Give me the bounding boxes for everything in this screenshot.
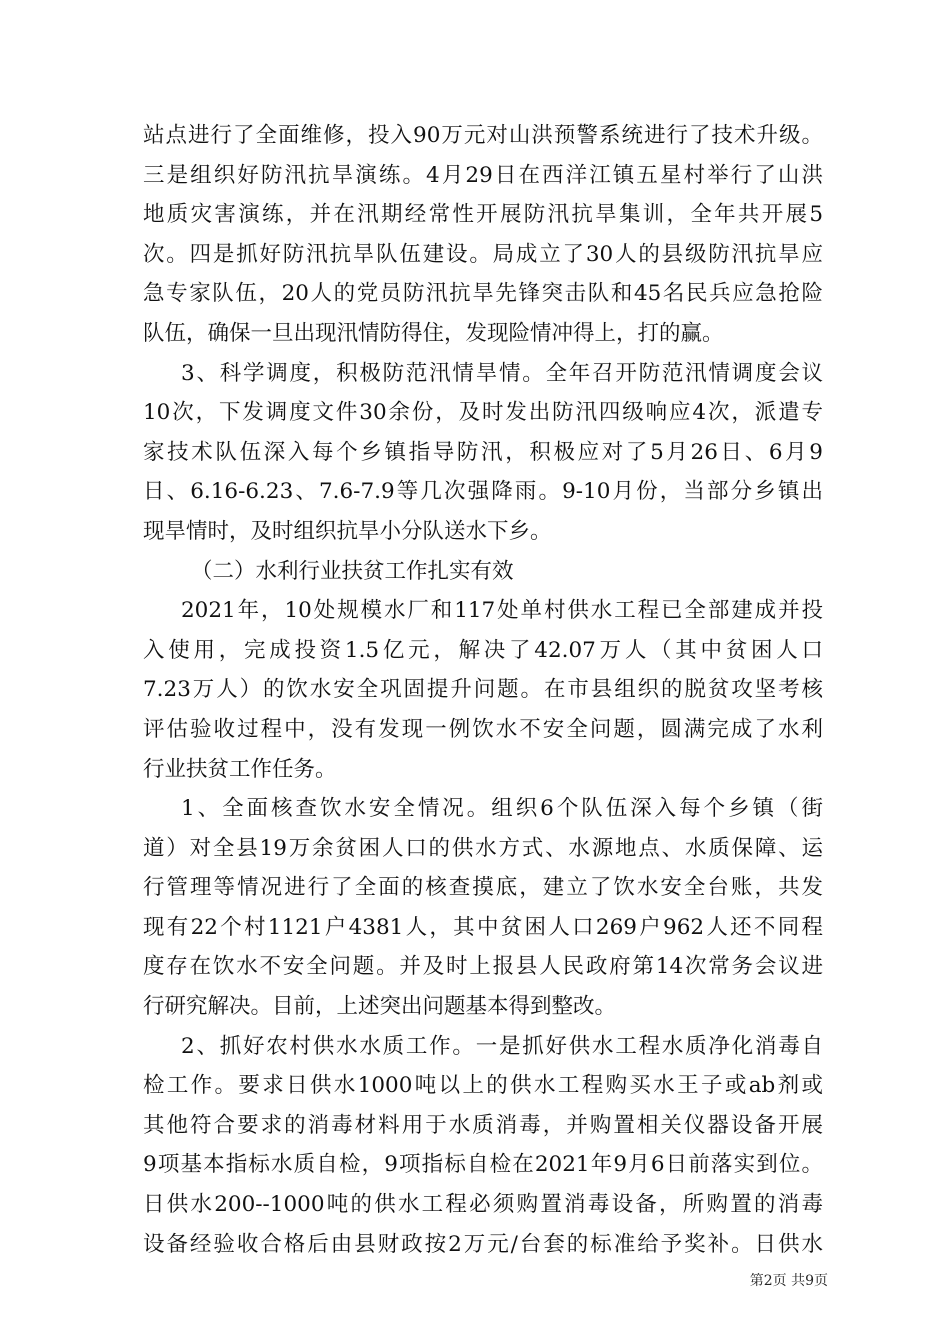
text-line: 度存在饮水不安全问题。并及时上报县人民政府第14次常务会议进 <box>143 954 823 980</box>
text-line: 地质灾害演练，并在汛期经常性开展防汛抗旱集训，全年共开展5 <box>143 202 823 228</box>
text-line: 站点进行了全面维修，投入90万元对山洪预警系统进行了技术升级。 <box>143 123 823 148</box>
text-line: 2、抓好农村供水水质工作。一是抓好供水工程水质净化消毒自 <box>181 1033 823 1059</box>
text-line: 三是组织好防汛抗旱演练。4月29日在西洋江镇五星村举行了山洪 <box>143 162 823 188</box>
text-line: 队伍，确保一旦出现汛情防得住，发现险情冲得上，打的赢。 <box>143 320 724 346</box>
text-line: 入使用，完成投资1.5亿元，解决了42.07万人（其中贫困人口 <box>143 637 823 663</box>
text-line: 行业扶贫工作任务。 <box>143 756 337 782</box>
text-line: 9项基本指标水质自检，9项指标自检在2021年9月6日前落实到位。 <box>143 1152 823 1178</box>
text-line: 现旱情时，及时组织抗旱小分队送水下乡。 <box>143 518 552 544</box>
text-line: 10次，下发调度文件30余份，及时发出防汛四级响应4次，派遣专 <box>143 400 823 426</box>
text-line: 急专家队伍，20人的党员防汛抗旱先锋突击队和45名民兵应急抢险 <box>143 281 823 307</box>
document-body <box>143 116 823 1264</box>
section-heading: （二）水利行业扶贫工作扎实有效 <box>191 558 514 584</box>
text-line: 7.23万人）的饮水安全巩固提升问题。在市县组织的脱贫攻坚考核 <box>143 677 823 703</box>
text-line: 检工作。要求日供水1000吨以上的供水工程购买水王子或ab剂或 <box>143 1073 823 1099</box>
text-line: 日供水200--1000吨的供水工程必须购置消毒设备，所购置的消毒 <box>143 1192 823 1218</box>
text-line: 其他符合要求的消毒材料用于水质消毒，并购置相关仪器设备开展 <box>143 1112 823 1138</box>
text-line: 行管理等情况进行了全面的核查摸底，建立了饮水安全台账，共发 <box>143 875 823 901</box>
text-line: 行研究解决。目前，上述突出问题基本得到整改。 <box>143 994 617 1020</box>
text-line: 2021年，10处规模水厂和117处单村供水工程已全部建成并投 <box>181 598 823 624</box>
text-line: 现有22个村1121户4381人，其中贫困人口269户962人还不同程 <box>143 914 823 940</box>
page-number-footer: 第2页 共9页 <box>749 1273 828 1289</box>
text-line: 道）对全县19万余贫困人口的供水方式、水源地点、水质保障、运 <box>143 835 823 861</box>
text-line: 1、全面核查饮水安全情况。组织6个队伍深入每个乡镇（街 <box>181 796 823 822</box>
text-line: 评估验收过程中，没有发现一例饮水不安全问题，圆满完成了水利 <box>143 716 823 742</box>
text-line: 设备经验收合格后由县财政按2万元/台套的标准给予奖补。日供水 <box>143 1231 823 1257</box>
text-line: 3、科学调度，积极防范汛情旱情。全年召开防范汛情调度会议 <box>181 360 823 386</box>
text-line: 家技术队伍深入每个乡镇指导防汛，积极应对了5月26日、6月9 <box>143 439 823 465</box>
text-line: 日、6.16-6.23、7.6-7.9等几次强降雨。9-10月份，当部分乡镇出 <box>143 479 823 505</box>
text-line: 次。四是抓好防汛抗旱队伍建设。局成立了30人的县级防汛抗旱应 <box>143 241 823 267</box>
